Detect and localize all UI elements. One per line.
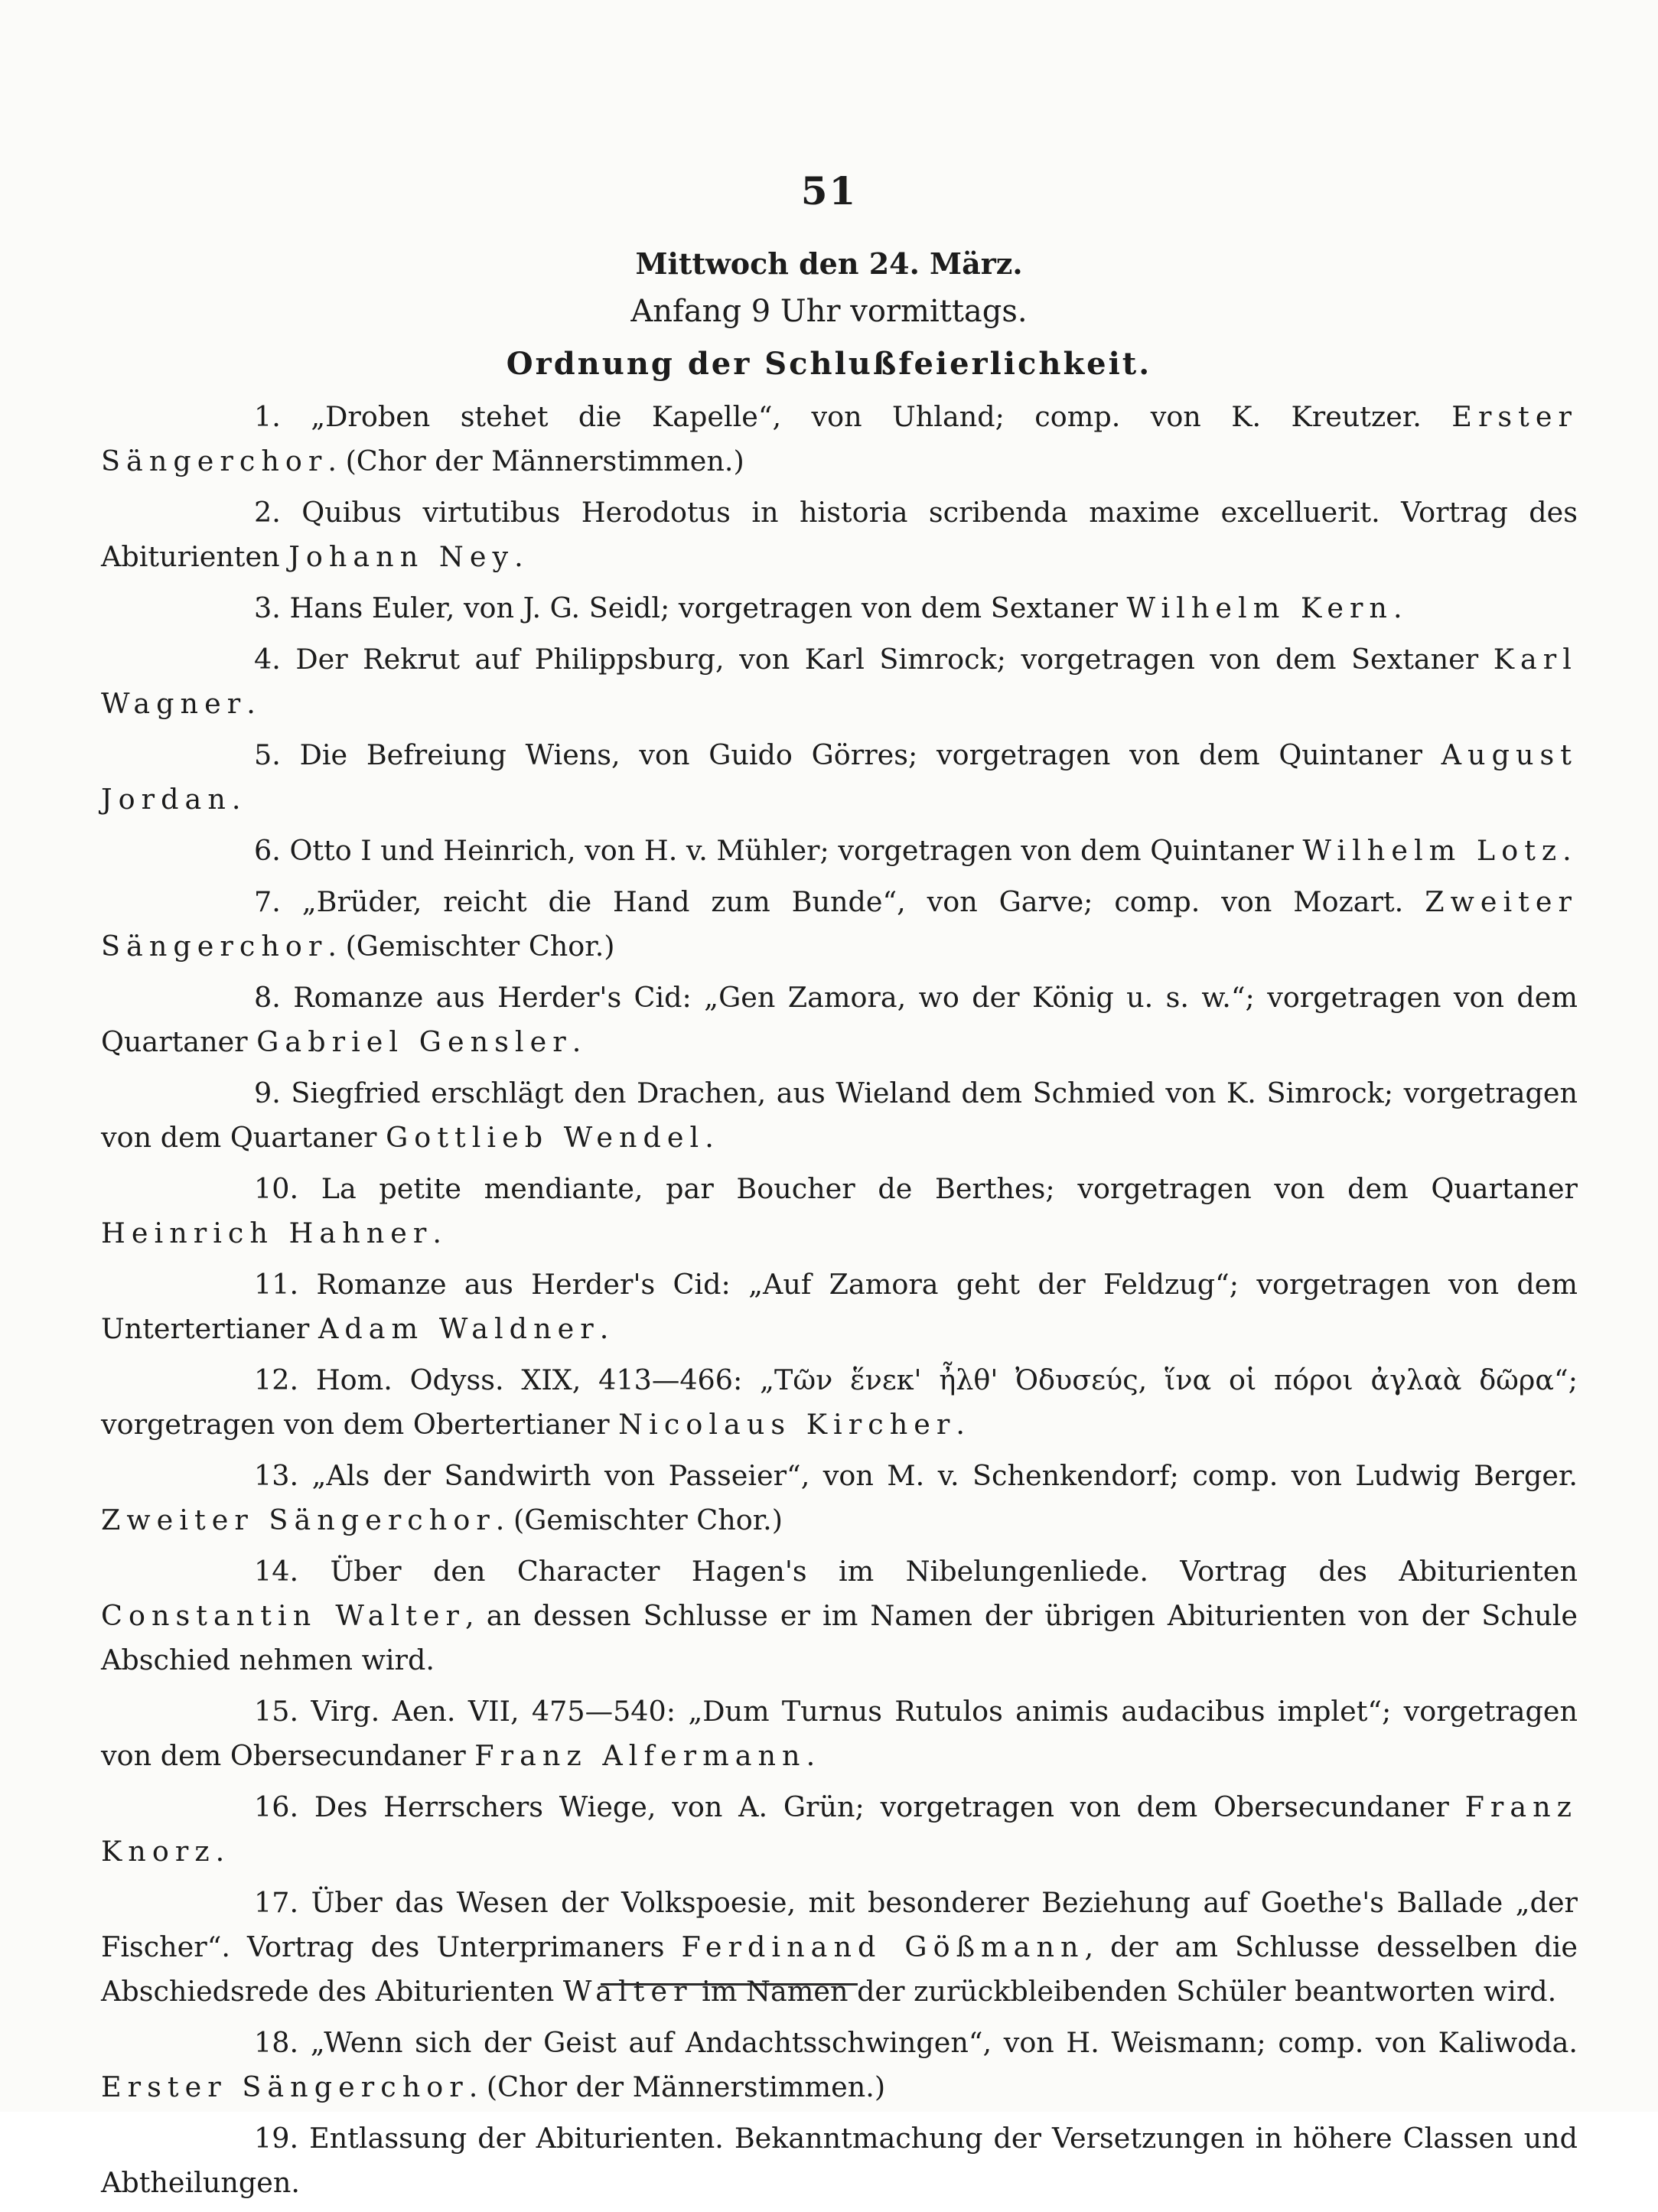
program-item	[101, 976, 1578, 1064]
program-item-text: im Namen der zurückbleibenden Schüler beantworten wird.	[692, 1975, 1557, 2008]
program-item	[101, 586, 1578, 630]
program-item-number: 12.	[254, 1363, 299, 1396]
program-item-number: 17.	[254, 1886, 299, 1919]
program-item-text: . (Chor der Männerstimmen.)	[327, 445, 744, 477]
program-item-text: .	[1393, 591, 1402, 624]
program-item	[101, 1785, 1578, 1874]
program-item	[101, 2021, 1578, 2109]
program-item-text: Entlassung der Abiturienten. Bekanntmachung der Versetzungen in höhere Classen und Abtheilungen.	[101, 2122, 1578, 2199]
program-item-text: „Als der Sandwirth von Passeier“, von M. v. Schenkendorf; comp. von Ludwig Berger.	[311, 1459, 1578, 1492]
performer-name: Karl Wagner	[101, 643, 1578, 720]
program-item-text: .	[572, 1025, 581, 1058]
program-item	[101, 1689, 1578, 1778]
performer-name: Wilhelm Kern	[1126, 591, 1393, 624]
program-item-text: .	[1562, 834, 1572, 867]
program-item-text: .	[956, 1408, 965, 1441]
performer-name: Johann Ney	[288, 540, 515, 573]
program-item-text: .	[705, 1121, 714, 1154]
program-item	[101, 1549, 1578, 1683]
performer-name: Erster Sängerchor	[101, 2070, 469, 2103]
closing-rule	[601, 1983, 858, 1986]
program-item-number: 8.	[254, 981, 281, 1014]
program-item-text: Hom. Odyss. XIX, 413—466: „Τῶν ἕνεκ' ἦλθ' Ὀδυσεύς, ἵνα οἱ πόροι ἀγλαὰ δῶρα“; vorgetragen von dem Obertertianer	[101, 1363, 1578, 1441]
program-item	[101, 1881, 1578, 2014]
date-line: Mittwoch den 24. März.	[635, 246, 1023, 281]
program-item-text: Otto I und Heinrich, von H. v. Mühler; vorgetragen von dem Quintaner	[289, 834, 1303, 867]
performer-name: Erster Sängerchor	[101, 400, 1578, 477]
program-item	[101, 490, 1578, 579]
performer-name: Walter	[562, 1975, 693, 2008]
performer-name: Heinrich Hahner	[101, 1217, 433, 1249]
program-item	[101, 733, 1578, 822]
program-item	[101, 829, 1578, 873]
program-item-text: Hans Euler, von J. G. Seidl; vorgetragen von dem Sextaner	[289, 591, 1127, 624]
program-item-number: 15.	[254, 1695, 299, 1728]
program-item-text: .	[514, 540, 523, 573]
program-item-text: , an dessen Schlusse er im Namen der übrigen Abiturienten von der Schule Abschied nehmen wird.	[101, 1599, 1578, 1676]
program-item-text: Romanze aus Herder's Cid: „Gen Zamora, wo der König u. s. w.“; vorgetragen von dem Quartaner	[101, 981, 1578, 1058]
program-item-text: Die Befreiung Wiens, von Guido Görres; vorgetragen von dem Quintaner	[299, 738, 1441, 771]
program-item-number: 9.	[254, 1077, 281, 1109]
program-item-text: Über das Wesen der Volkspoesie, mit besonderer Beziehung auf Goethe's Ballade „der Fischer“. Vortrag des Unterprimaners	[101, 1886, 1578, 1963]
program-item	[101, 1071, 1578, 1160]
program-item-number: 3.	[254, 591, 281, 624]
program-item-text: Des Herrschers Wiege, von A. Grün; vorgetragen von dem Obersecundaner	[314, 1790, 1465, 1823]
program-item-number: 14.	[254, 1555, 299, 1588]
performer-name: Nicolaus Kircher	[618, 1408, 956, 1441]
program-item-text: „Droben stehet die Kapelle“, von Uhland; comp. von K. Kreutzer.	[311, 400, 1452, 433]
program-item-text: Virg. Aen. VII, 475—540: „Dum Turnus Rutulos animis audacibus implet“; vorgetragen von dem Obersecundaner	[101, 1695, 1578, 1772]
program-item-text: Siegfried erschlägt den Drachen, aus Wieland dem Schmied von K. Simrock; vorgetragen von dem Quartaner	[101, 1077, 1578, 1154]
program-item-text: Quibus virtutibus Herodotus in historia scribenda maxime excelluerit. Vortrag des Abiturienten	[101, 496, 1578, 573]
program-item	[101, 1167, 1578, 1256]
program-item-text: Romanze aus Herder's Cid: „Auf Zamora geht der Feldzug“; vorgetragen von dem Untertertianer	[101, 1268, 1578, 1345]
program-item-text: „Wenn sich der Geist auf Andachtsschwingen“, von H. Weismann; comp. von Kaliwoda.	[310, 2026, 1578, 2059]
program-item-text: .	[246, 687, 256, 720]
performer-name: Gottlieb Wendel	[386, 1121, 705, 1154]
program-item	[101, 1358, 1578, 1447]
program-item-text: , der am Schlusse desselben die Abschiedsrede des Abiturienten	[101, 1930, 1578, 2008]
program-item-text: . (Gemischter Chor.)	[327, 930, 615, 963]
program-item-text: „Brüder, reicht die Hand zum Bunde“, von Garve; comp. von Mozart.	[301, 885, 1425, 918]
performer-name: Ferdinand Gößmann	[681, 1930, 1085, 1963]
performer-name: Constantin Walter	[101, 1599, 466, 1632]
program-item-number: 5.	[254, 738, 281, 771]
program-item-text: La petite mendiante, par Boucher de Berthes; vorgetragen von dem Quartaner	[321, 1172, 1578, 1205]
performer-name: Adam Waldner	[318, 1312, 600, 1345]
program-item	[101, 1262, 1578, 1351]
program-item-text: .	[215, 1835, 225, 1868]
performer-name: Franz Knorz	[101, 1790, 1578, 1868]
program-item	[101, 637, 1578, 726]
performer-name: Franz Alfermann	[474, 1739, 806, 1772]
program-item-number: 1.	[254, 400, 281, 433]
program-item-text: . (Gemischter Chor.)	[495, 1503, 783, 1536]
performer-name: Zweiter Sängerchor	[101, 1503, 496, 1536]
program-item-number: 7.	[254, 885, 281, 918]
program-item	[101, 395, 1578, 484]
start-time-line: Anfang 9 Uhr vormittags.	[630, 294, 1028, 329]
program-item-text: . (Chor der Männerstimmen.)	[468, 2070, 886, 2103]
program-item	[101, 2116, 1578, 2205]
performer-name: Wilhelm Lotz	[1302, 834, 1563, 867]
program-item-text: Der Rekrut auf Philippsburg, von Karl Simrock; vorgetragen von dem Sextaner	[295, 643, 1494, 676]
program-heading: Ordnung der Schlußfeierlichkeit.	[506, 346, 1152, 382]
program-item	[101, 880, 1578, 969]
program-item-number: 16.	[254, 1790, 299, 1823]
performer-name: August Jordan	[101, 738, 1578, 816]
program-item-number: 2.	[254, 496, 281, 529]
program-item-text: .	[806, 1739, 816, 1772]
program-item-text: .	[231, 783, 241, 816]
program-item-text: Über den Character Hagen's im Nibelungenliede. Vortrag des Abiturienten	[330, 1555, 1578, 1588]
program-item-number: 4.	[254, 643, 281, 676]
program-item-number: 6.	[254, 834, 281, 867]
program-item-number: 11.	[254, 1268, 299, 1301]
performer-name: Zweiter Sängerchor	[101, 885, 1578, 963]
program-list	[101, 395, 1578, 2212]
program-item-number: 13.	[254, 1459, 299, 1492]
program-item-number: 18.	[254, 2026, 299, 2059]
performer-name: Gabriel Gensler	[256, 1025, 572, 1058]
page-number: 51	[800, 168, 858, 213]
program-item-text: .	[432, 1217, 442, 1249]
program-item-number: 19.	[254, 2122, 299, 2155]
program-item-text: .	[599, 1312, 609, 1345]
program-item	[101, 1454, 1578, 1543]
program-item-number: 10.	[254, 1172, 299, 1205]
